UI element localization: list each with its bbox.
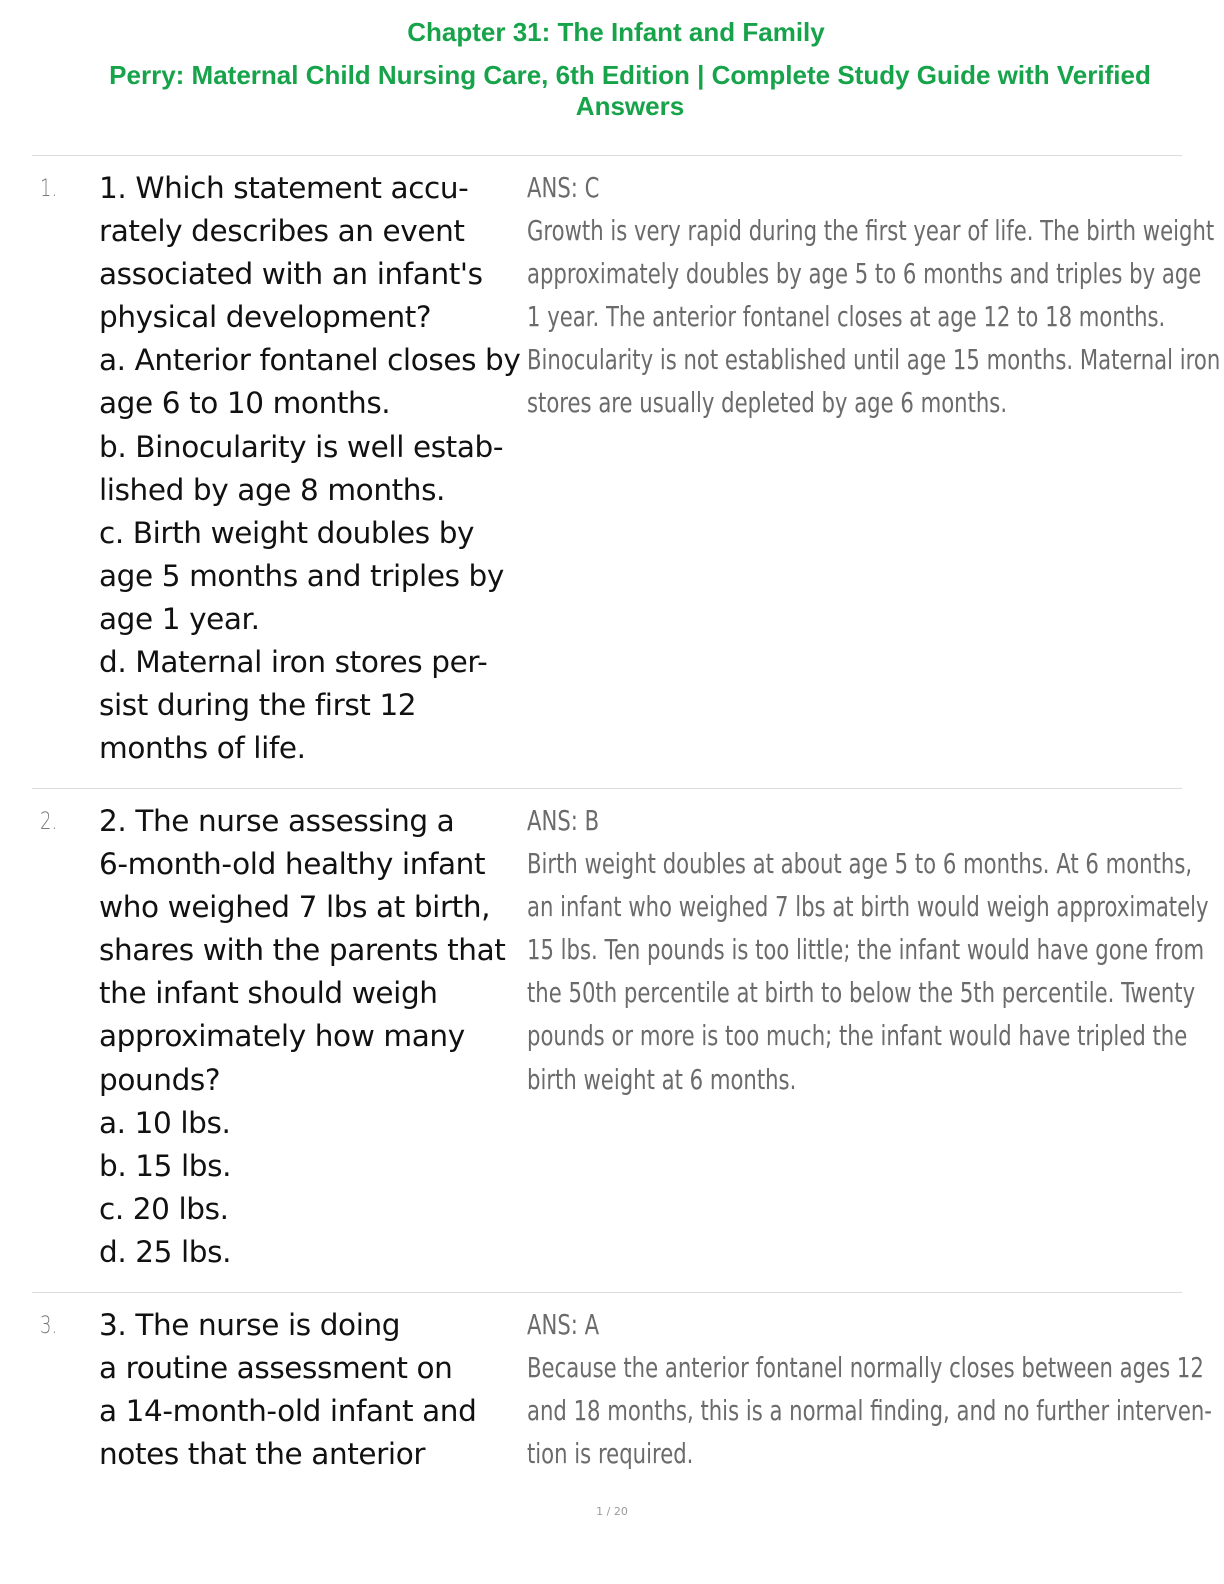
option-c: c. 20 lbs. (99, 1191, 229, 1226)
divider (32, 1292, 1182, 1293)
option-b: b. Binocularity is well estab- (99, 429, 504, 464)
rationale-line: tion is required. (527, 1438, 694, 1471)
option-d-cont: months of life. (99, 731, 306, 766)
option-c: c. Birth weight doubles by (99, 515, 475, 550)
option-a: a. Anterior fontanel closes by (99, 343, 521, 378)
answer-text (527, 800, 1209, 1102)
rationale-line: 1 year. The anterior fontanel closes at age 12 to 18 months. (527, 301, 1166, 334)
question-line: 1. Which statement accu- (99, 171, 469, 205)
rationale-line: Binocularity is not established until age 15 months. Maternal iron (527, 344, 1221, 377)
question-line: the infant should weigh (99, 976, 438, 1011)
question-text (99, 800, 524, 1274)
question-line: associated with an infant's (99, 257, 483, 292)
answer-key: ANS: C (527, 172, 600, 204)
option-d: d. Maternal iron stores per- (99, 645, 488, 680)
rationale-line: 15 lbs. Ten pounds is too little; the infant would have gone from (527, 934, 1205, 967)
rationale-line: birth weight at 6 months. (527, 1063, 797, 1096)
question-number: 1. (40, 174, 58, 202)
rationale-line: Birth weight doubles at about age 5 to 6 months. At 6 months, (527, 848, 1193, 881)
answer-key: ANS: A (527, 1309, 600, 1341)
question-line: 2. The nurse assessing a (99, 804, 455, 838)
rationale-line: approximately doubles by age 5 to 6 months and triples by age (527, 258, 1202, 291)
question-line: rately describes an event (99, 214, 465, 249)
rationale-line: an infant who weighed 7 lbs at birth would weigh approximately (527, 891, 1209, 924)
question-line: 3. The nurse is doing (99, 1308, 401, 1342)
rationale-line: the 50th percentile at birth to below the 5th percentile. Twenty (527, 977, 1196, 1010)
rationale-line: pounds or more is too much; the infant would have tripled the (527, 1020, 1188, 1053)
divider (32, 155, 1182, 156)
question-number: 3. (40, 1311, 58, 1339)
page-subtitle: Perry: Maternal Child Nursing Care, 6th Edition | Complete Study Guide with Verified Answers (109, 60, 1151, 121)
rationale-line: stores are usually depleted by age 6 months. (527, 387, 1008, 420)
question-line: approximately how many (99, 1019, 465, 1054)
option-d-cont: sist during the first 12 (99, 688, 417, 723)
question-line: physical development? (99, 300, 432, 335)
question-line: 6-month-old healthy infant (99, 847, 486, 882)
answer-text (527, 167, 1221, 426)
question-line: pounds? (99, 1062, 221, 1097)
rationale-line: and 18 months, this is a normal finding, and no further interven- (527, 1395, 1212, 1428)
option-c-cont: age 5 months and triples by (99, 558, 504, 593)
question-line: shares with the parents that (99, 933, 506, 968)
option-c-cont: age 1 year. (99, 601, 260, 636)
page-title: Chapter 31: The Infant and Family (407, 17, 825, 47)
page-indicator: 1 / 20 (596, 1505, 628, 1518)
option-b-cont: lished by age 8 months. (99, 472, 446, 507)
option-a-cont: age 6 to 10 months. (99, 386, 391, 421)
question-line: a 14-month-old infant and (99, 1394, 477, 1429)
question-line: notes that the anterior (99, 1437, 426, 1472)
option-b: b. 15 lbs. (99, 1148, 232, 1183)
question-number: 2. (40, 807, 58, 835)
question-text (99, 1304, 524, 1476)
question-text (99, 167, 524, 770)
question-line: a routine assessment on (99, 1351, 453, 1386)
option-a: a. 10 lbs. (99, 1105, 231, 1140)
rationale-line: Because the anterior fontanel normally closes between ages 12 (527, 1352, 1204, 1385)
option-d: d. 25 lbs. (99, 1234, 232, 1269)
answer-text (527, 1304, 1212, 1476)
divider (32, 788, 1182, 789)
question-line: who weighed 7 lbs at birth, (99, 890, 491, 925)
answer-key: ANS: B (527, 805, 600, 837)
rationale-line: Growth is very rapid during the first year of life. The birth weight (527, 215, 1215, 248)
